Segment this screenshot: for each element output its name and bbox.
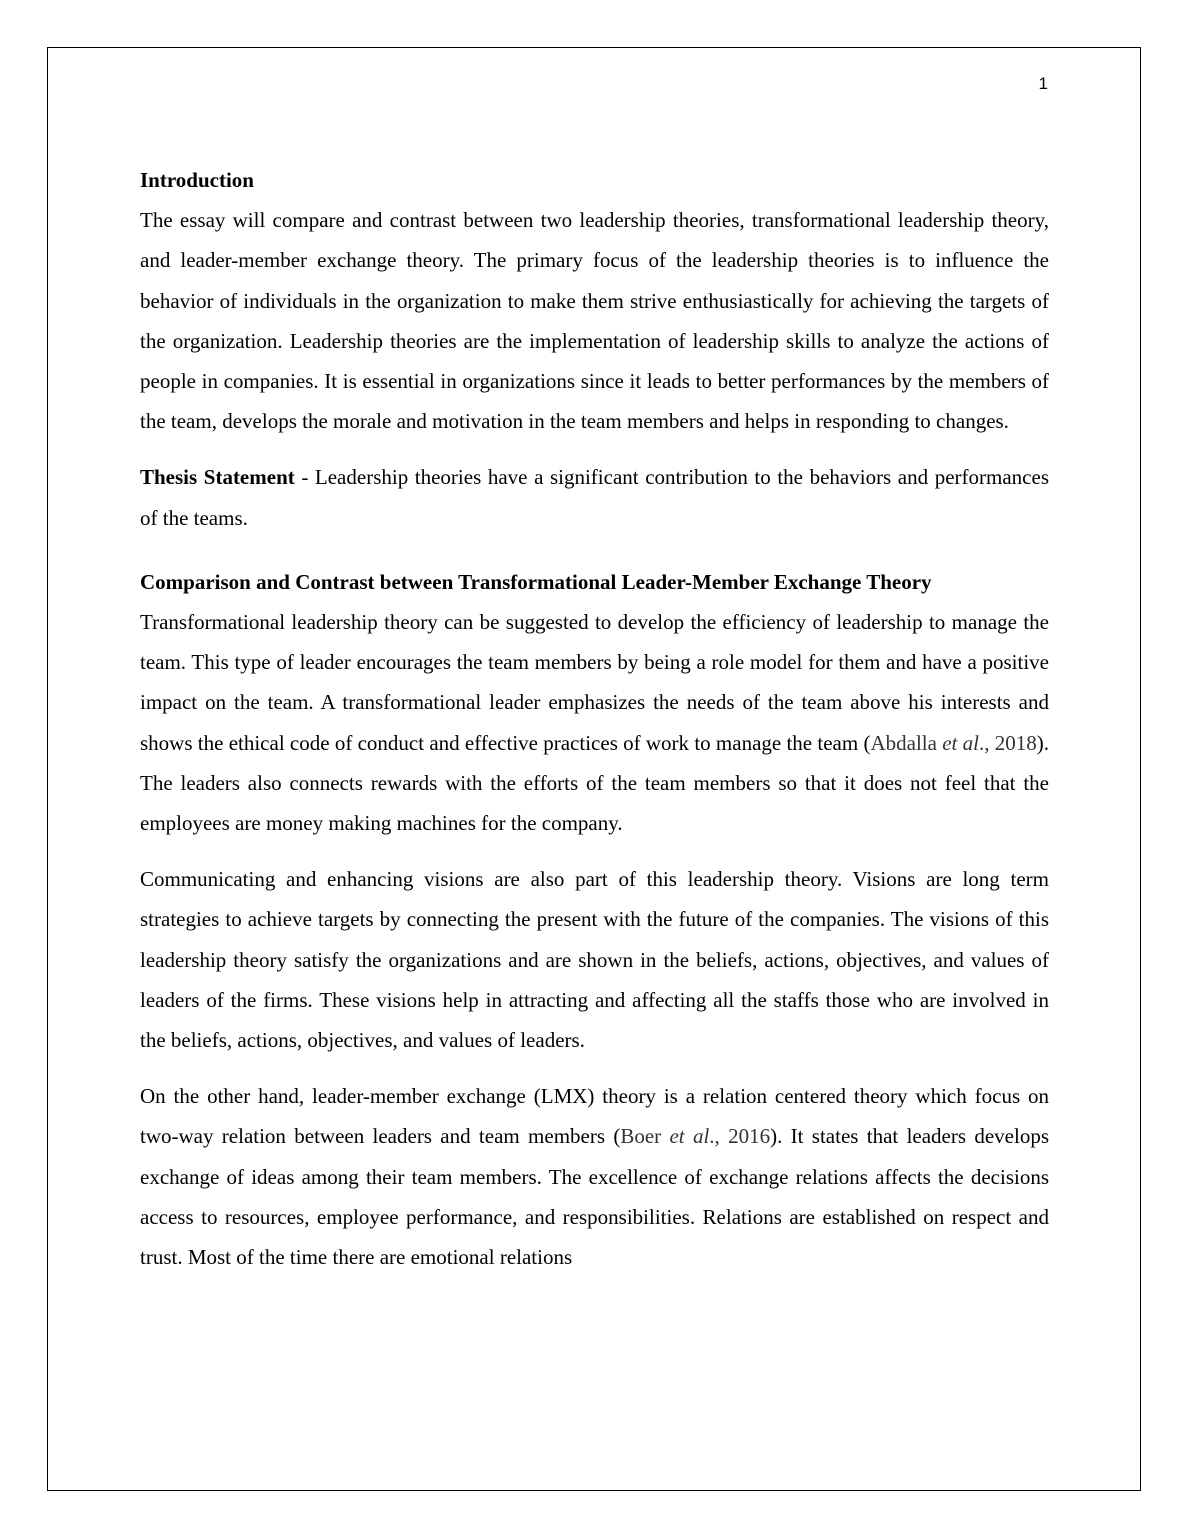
- paragraph-text: On the other hand, leader-member exchange (LMX) theory is a relation centered theory which focus on two-way relation between leaders and team members (: [140, 1084, 1049, 1149]
- thesis-label: Thesis Statement: [140, 465, 295, 490]
- document-page: [47, 47, 1141, 1491]
- citation-author: Boer: [620, 1124, 670, 1149]
- citation-author: Abdalla: [870, 730, 943, 755]
- comparison-paragraph-3: [140, 1076, 1049, 1277]
- document-body: [140, 160, 1049, 1277]
- citation-boer: [620, 1124, 770, 1148]
- introduction-paragraph: The essay will compare and contrast between two leadership theories, transformational leadership theory, and leader-member exchange theory. The primary focus of the leadership theories is to influence the behavior of individuals in the organization to make them strive enthusiastically for achieving the targets of the organization. Leadership theories are the implementation of leadership skills to analyze the actions of people in companies. It is essential in organizations since it leads to better performances by the members of the team, develops the morale and motivation in the team members and helps in responding to changes.: [140, 208, 1049, 434]
- citation-abdalla: [870, 731, 1036, 755]
- thesis-statement: [140, 457, 1049, 537]
- paragraph-text: ). The leaders also connects rewards with the efforts of the team members so that it does not feel that the employees are money making machines for the company.: [140, 730, 1049, 836]
- citation-etal: et al: [942, 730, 979, 755]
- comparison-paragraph-2: Communicating and enhancing visions are also part of this leadership theory. Visions are long term strategies to achieve targets by connecting the present with the future of the companies. The visions of this leadership theory satisfy the organizations and are shown in the beliefs, actions, objectives, and values of leaders of the firms. These visions help in attracting and affecting all the staffs those who are involved in the beliefs, actions, objectives, and values of leaders.: [140, 867, 1049, 1053]
- comparison-heading: Comparison and Contrast between Transformational Leader-Member Exchange Theory: [140, 569, 932, 594]
- citation-etal: et al: [669, 1124, 710, 1149]
- citation-year: ., 2016: [709, 1124, 771, 1149]
- page-number: 1: [1038, 74, 1048, 93]
- comparison-paragraph-1: [140, 602, 1049, 843]
- citation-year: ., 2018: [978, 730, 1037, 755]
- paragraph-text: ). It states that leaders develops exchange of ideas among their team members. The excellence of exchange relations affects the decisions access to resources, employee performance, and responsibilities. Relations are established on respect and trust. Most of the time there are emotional relations: [140, 1124, 1049, 1270]
- paragraph-text: Transformational leadership theory can be suggested to develop the efficiency of leadership to manage the team. This type of leader encourages the team members by being a role model for them and have a positive impact on the team. A transformational leader emphasizes the needs of the team above his interests and shows the ethical code of conduct and effective practices of work to manage the team (: [140, 610, 1049, 755]
- introduction-heading: Introduction: [140, 168, 254, 192]
- thesis-text: - Leadership theories have a significant contribution to the behaviors and performances of the teams.: [140, 465, 1049, 530]
